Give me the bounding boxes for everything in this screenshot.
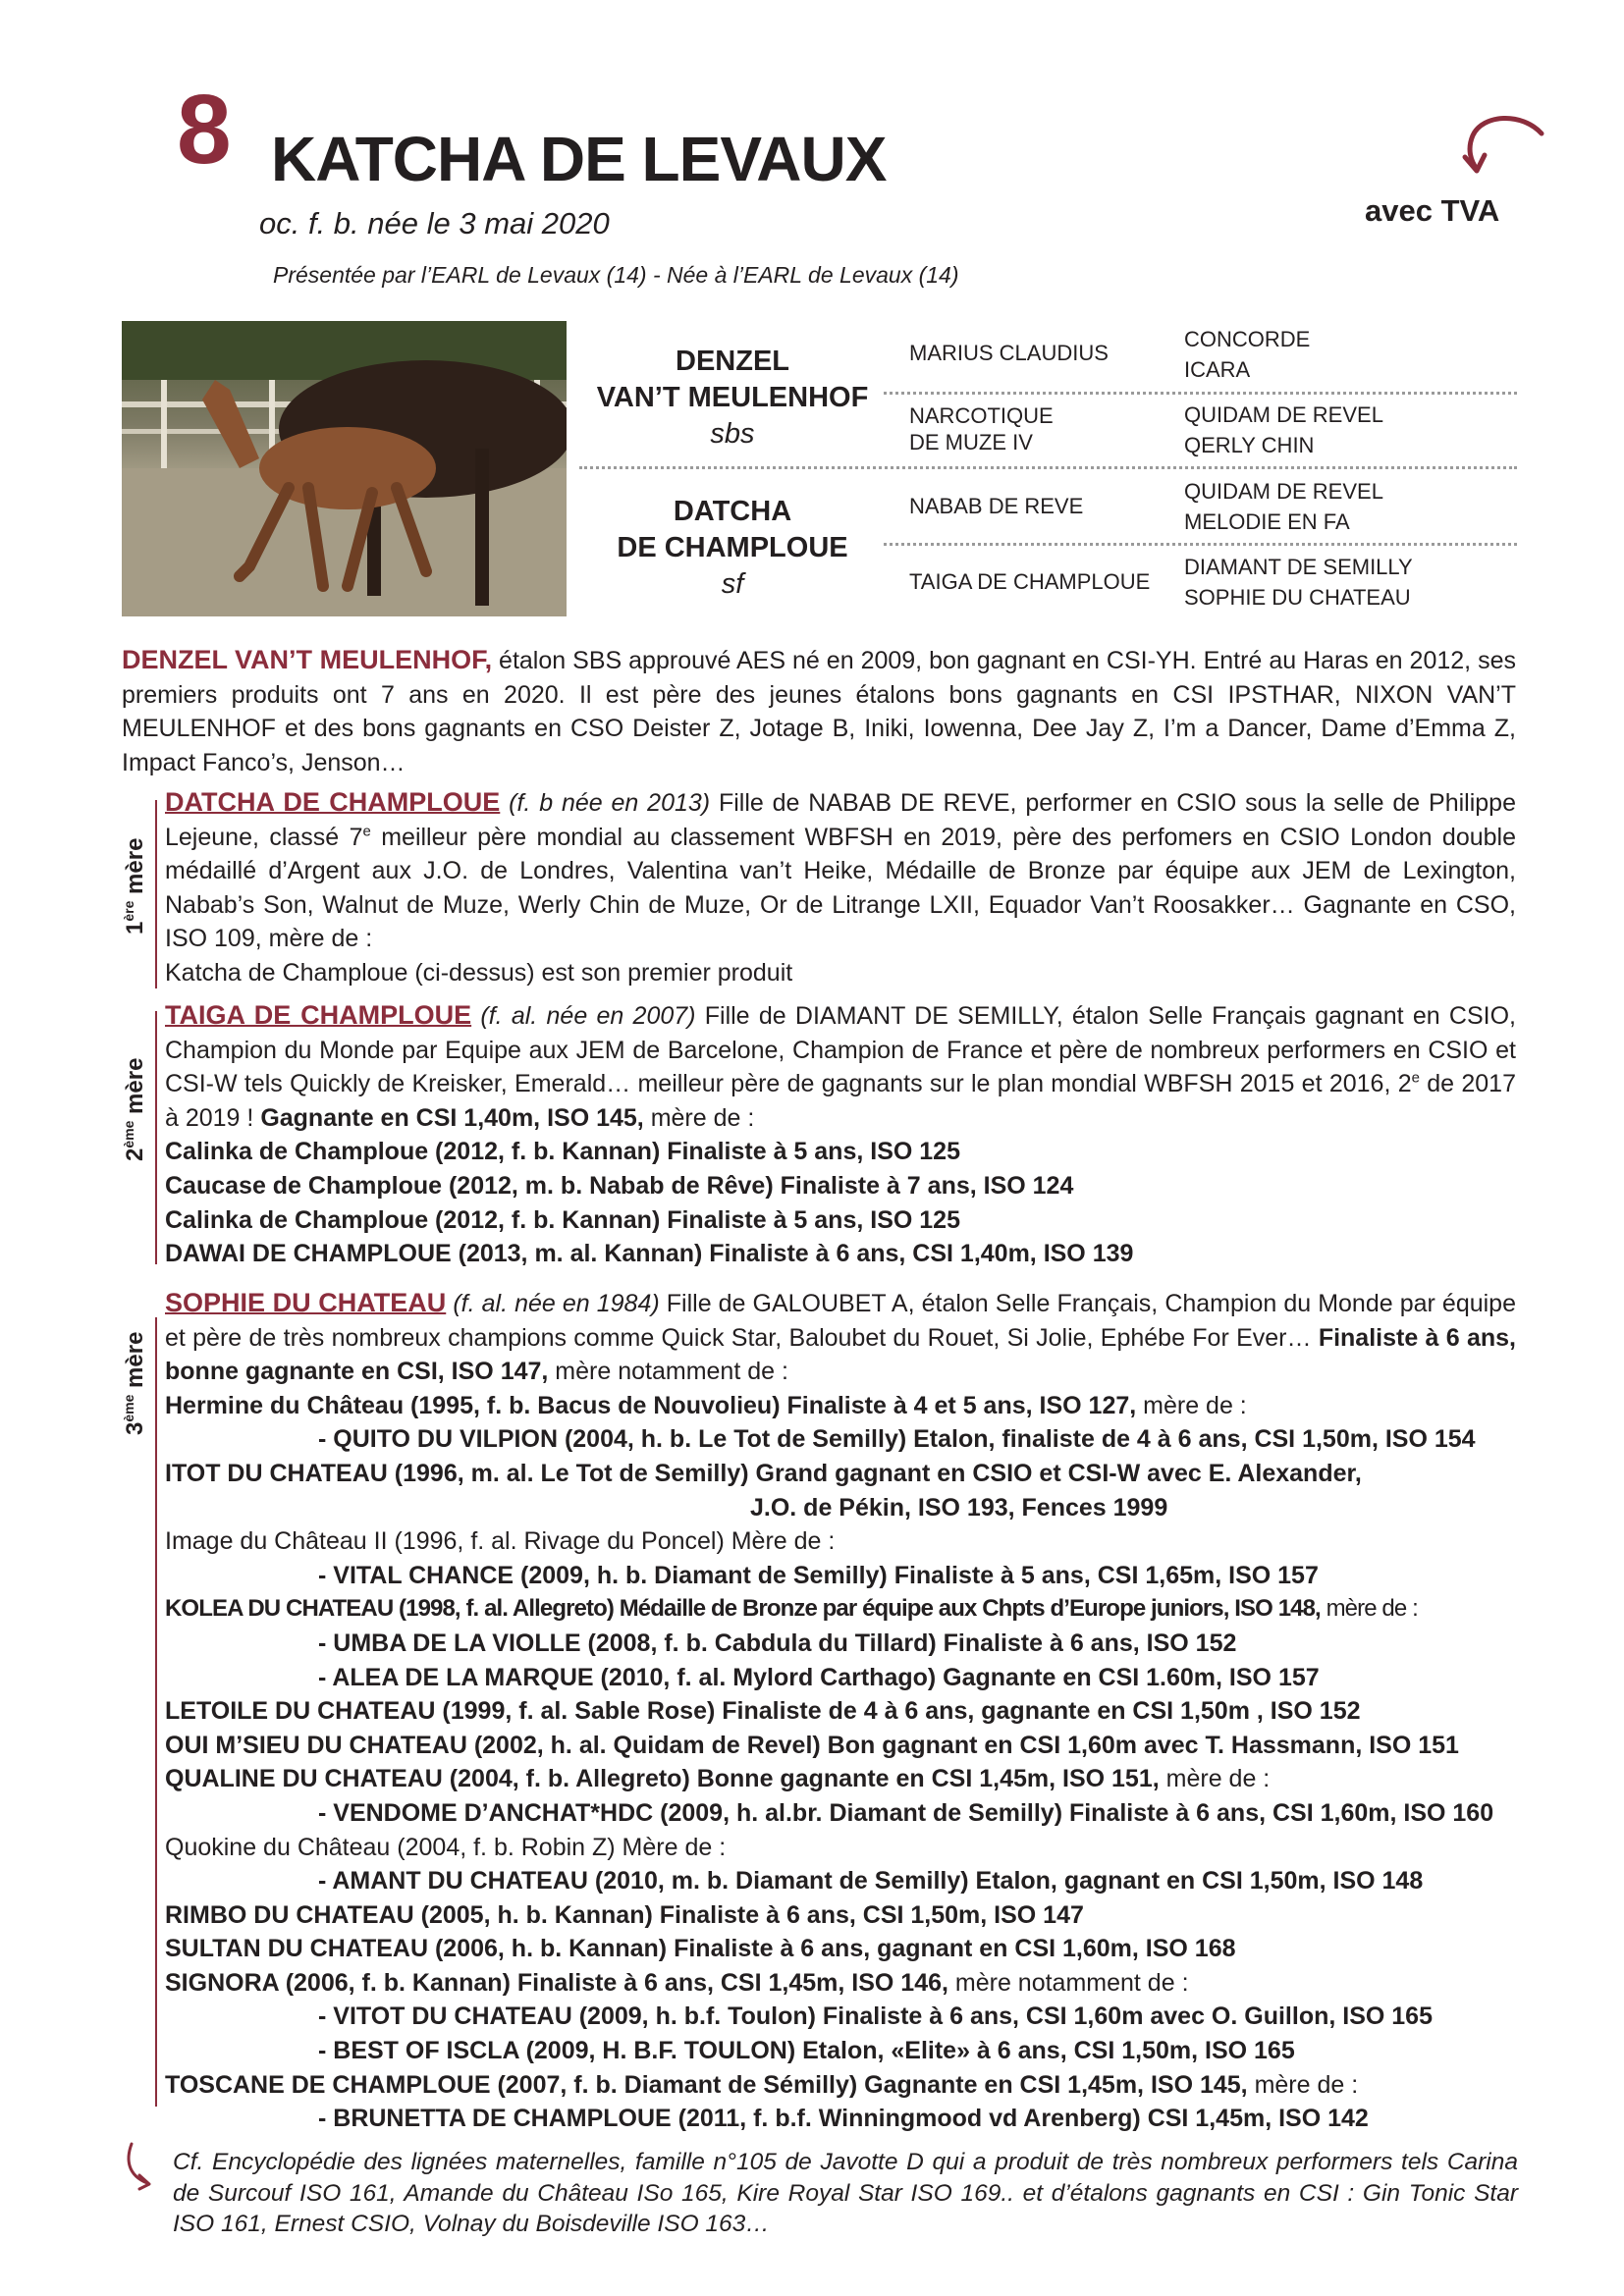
lot-number: 8 (177, 75, 230, 185)
grandsire-maternal: NABAB DE REVE (909, 494, 1084, 518)
tva-label: avec TVA (1365, 193, 1500, 228)
pedigree-divider (884, 543, 1517, 546)
first-dam-section (165, 785, 1516, 990)
produce-line: ITOT DU CHATEAU (1996, m. al. Le Tot de Semilly) Grand gagnant en CSIO et CSI-W avec E. Alexander, (165, 1459, 1362, 1487)
great-grandparent: DIAMANT DE SEMILLY (1184, 555, 1413, 579)
third-dam-text: SOPHIE DU CHATEAU (f. al. née en 1984) Fille de GALOUBET A, étalon Selle Français, Champion du Monde par équipe et père de très nombreux champions comme Quick Star, Baloubet du Rouet, Si Jolie, Ephébe For Ever… Finaliste à 6 ans, bonne gagnante en CSI, ISO 147, mère notamment de : (165, 1288, 1516, 1386)
horse-photo (122, 321, 567, 616)
great-grandparent: ICARA (1184, 357, 1251, 382)
produce-line: OUI M’SIEU DU CHATEAU (2002, h. al. Quidam de Revel) Bon gagnant en CSI 1,60m avec T. Hassmann, ISO 151 (165, 1731, 1459, 1759)
third-dam-name: SOPHIE DU CHATEAU (165, 1288, 447, 1317)
granddam-paternal: NARCOTIQUE DE MUZE IV (909, 403, 1054, 454)
curved-arrow-icon (124, 2140, 157, 2191)
produce-line: Image du Château II (1996, f. al. Rivage du Poncel) Mère de : (165, 1527, 836, 1556)
sire-paragraph-text: étalon SBS approuvé AES né en 2009, bon gagnant en CSI-YH. Entré au Haras en 2012, ses premiers produits ont 7 ans en 2020. Il est père des jeunes étalons bons gagnants en CSI IPSTHAR, NIXON VAN’T MEULENHOF et des bons gagnants en CSO Deister Z, Jotage B, Iniki, Iowenna, Dee Jay Z, I’m a Dancer, Dame d’Emma Z, Impact Fanco’s, Jenson… (122, 647, 1516, 776)
produce-line: DAWAI DE CHAMPLOUE (2013, m. al. Kannan) Finaliste à 6 ans, CSI 1,40m, ISO 139 (165, 1240, 1134, 1268)
second-dam-text: TAIGA DE CHAMPLOUE (f. al. née en 2007) Fille de DIAMANT DE SEMILLY, étalon Selle Français gagnant en CSIO, Champion du Monde par Equipe aux JEM de Barcelone, Champion de France et père de nombreux performers en CSIO et CSI-W tels Quickly de Kreisker, Emerald… meilleur père de gagnants sur le plan mondial WBFSH 2015 et 2016, 2e de 2017 à 2019 ! Gagnante en CSI 1,40m, ISO 145, mère de : (165, 1000, 1517, 1132)
produce-line: QUALINE DU CHATEAU (2004, f. b. Allegreto) Bonne gagnante en CSI 1,45m, ISO 151, mère de : (165, 1765, 1271, 1793)
pedigree-divider (884, 392, 1517, 395)
sire-paragraph-name: DENZEL VAN’T MEULENHOF, (122, 645, 493, 674)
pedigree-sire (575, 344, 890, 453)
produce-line: - ALEA DE LA MARQUE (2010, f. al. Mylord Carthago) Gagnante en CSI 1.60m, ISO 157 (318, 1663, 1320, 1691)
presented-by: Présentée par l’EARL de Levaux (14) - Née à l’EARL de Levaux (14) (273, 262, 959, 288)
first-dam-bar (155, 800, 157, 988)
produce-line: - VITAL CHANCE (2009, h. b. Diamant de Semilly) Finaliste à 5 ans, CSI 1,65m, ISO 157 (318, 1561, 1319, 1589)
curved-arrow-icon (1432, 106, 1549, 177)
produce-line: RIMBO DU CHATEAU (2005, h. b. Kannan) Finaliste à 6 ans, CSI 1,50m, ISO 147 (165, 1900, 1084, 1929)
dam-name-line1: DATCHA (673, 496, 792, 527)
produce-line: - VITOT DU CHATEAU (2009, h. b.f. Toulon) Finaliste à 6 ans, CSI 1,60m avec O. Guillon, ISO 165 (318, 2002, 1433, 2031)
pedigree-dam (575, 494, 890, 603)
produce-line: - BRUNETTA DE CHAMPLOUE (2011, f. b.f. Winningmood vd Arenberg) CSI 1,45m, ISO 142 (318, 2105, 1369, 2133)
produce-line: TOSCANE DE CHAMPLOUE (2007, f. b. Diamant de Sémilly) Gagnante en CSI 1,45m, ISO 145, mère de : (165, 2070, 1359, 2099)
horse-description: oc. f. b. née le 3 mai 2020 (259, 206, 610, 240)
great-grandparent: QUIDAM DE REVEL (1184, 479, 1383, 504)
pedigree-divider (579, 466, 1517, 469)
produce-line: KOLEA DU CHATEAU (1998, f. al. Allegreto) Médaille de Bronze par équipe aux Chpts d’Europe juniors, ISO 148, mère de : (165, 1595, 1418, 1623)
produce-line: Caucase de Champloue (2012, m. b. Nabab de Rêve) Finaliste à 7 ans, ISO 124 (165, 1171, 1074, 1200)
first-dam-name: DATCHA DE CHAMPLOUE (165, 787, 501, 817)
produce-line: Calinka de Champloue (2012, f. b. Kannan) Finaliste à 5 ans, ISO 125 (165, 1138, 960, 1166)
first-dam-label: 1ère mère (121, 837, 148, 934)
produce-line: J.O. de Pékin, ISO 193, Fences 1999 (750, 1493, 1168, 1522)
produce-line: - QUITO DU VILPION (2004, h. b. Le Tot de Semilly) Etalon, finaliste de 4 à 6 ans, CSI 1,50m, ISO 154 (318, 1425, 1476, 1454)
second-dam-section (165, 998, 1516, 1271)
first-dam-produce: Katcha de Champloue (ci-dessus) est son premier produit (165, 958, 793, 987)
dam-studbook: sf (721, 568, 744, 600)
sire-paragraph (122, 643, 1516, 779)
sire-name-line2: VAN’T MEULENHOF (596, 382, 869, 413)
third-dam-info: (f. al. née en 1984) (446, 1290, 660, 1317)
third-dam-bar (155, 1317, 157, 2107)
third-dam-section (165, 1286, 1516, 2136)
first-dam-info: (f. b née en 2013) (500, 789, 711, 817)
produce-line: Quokine du Château (2004, f. b. Robin Z) Mère de : (165, 1833, 727, 1861)
granddam-maternal: TAIGA DE CHAMPLOUE (909, 569, 1151, 594)
produce-line: Hermine du Château (1995, f. b. Bacus de Nouvolieu) Finaliste à 4 et 5 ans, ISO 127, mère de : (165, 1391, 1247, 1419)
produce-line: - BEST OF ISCLA (2009, H. B.F. TOULON) Etalon, «Elite» à 6 ans, CSI 1,50m, ISO 165 (318, 2037, 1295, 2065)
dam-name-line2: DE CHAMPLOUE (617, 532, 848, 563)
horse-name: KATCHA DE LEVAUX (271, 124, 887, 194)
second-dam-bar (155, 1011, 157, 1264)
produce-line: LETOILE DU CHATEAU (1999, f. al. Sable Rose) Finaliste de 4 à 6 ans, gagnante en CSI 1,50m , ISO 152 (165, 1697, 1361, 1726)
grandsire-paternal: MARIUS CLAUDIUS (909, 341, 1109, 365)
footnote: Cf. Encyclopédie des lignées maternelles, famille n°105 de Javotte D qui a produit de très nombreux performers tels Carina de Surcouf ISO 161, Amande du Château ISo 165, Kire Royal Star ISO 169.. et d’étalons gagnants en CSI : Gin Tonic Star ISO 161, Ernest CSIO, Volnay du Boisdeville ISO 163… (173, 2149, 1518, 2237)
second-dam-name: TAIGA DE CHAMPLOUE (165, 1000, 472, 1030)
great-grandparent: MELODIE EN FA (1184, 509, 1350, 534)
produce-line: - UMBA DE LA VIOLLE (2008, f. b. Cabdula du Tillard) Finaliste à 6 ans, ISO 152 (318, 1629, 1237, 1657)
sire-studbook: sbs (710, 418, 755, 450)
produce-line: - AMANT DU CHATEAU (2010, m. b. Diamant de Semilly) Etalon, gagnant en CSI 1,50m, ISO 148 (318, 1867, 1424, 1896)
great-grandparent: CONCORDE (1184, 327, 1311, 351)
third-dam-produce-list (165, 1389, 1516, 2136)
great-grandparent: SOPHIE DU CHATEAU (1184, 585, 1411, 610)
third-dam-label: 3ème mère (121, 1331, 148, 1435)
produce-line: - VENDOME D’ANCHAT*HDC (2009, h. al.br. Diamant de Semilly) Finaliste à 6 ans, CSI 1,60m, ISO 160 (318, 1798, 1494, 1827)
produce-line: SULTAN DU CHATEAU (2006, h. b. Kannan) Finaliste à 6 ans, gagnant en CSI 1,60m, ISO 168 (165, 1935, 1236, 1963)
produce-line: SIGNORA (2006, f. b. Kannan) Finaliste à 6 ans, CSI 1,45m, ISO 146, mère notamment de : (165, 1968, 1189, 1997)
sire-name-line1: DENZEL (676, 346, 789, 377)
great-grandparent: QERLY CHIN (1184, 433, 1315, 457)
produce-line: Calinka de Champloue (2012, f. b. Kannan) Finaliste à 5 ans, ISO 125 (165, 1205, 960, 1234)
second-dam-label: 2ème mère (121, 1057, 148, 1161)
first-dam-text: DATCHA DE CHAMPLOUE (f. b née en 2013) Fille de NABAB DE REVE, performer en CSIO sous la selle de Philippe Lejeune, classé 7e meilleur père mondial au classement WBFSH en 2019, père des perfomers en CSIO London double médaillé d’Argent aux J.O. de Londres, Valentina van’t Heike, Médaille de Bronze par équipe aux JEM de Lexington, Nabab’s Son, Walnut de Muze, Werly Chin de Muze, Or de Litrange LXII, Equador Van’t Roosakker… Gagnante en CSO, ISO 109, mère de : (165, 787, 1516, 953)
great-grandparent: QUIDAM DE REVEL (1184, 402, 1383, 427)
second-dam-info: (f. al. née en 2007) (471, 1002, 696, 1030)
